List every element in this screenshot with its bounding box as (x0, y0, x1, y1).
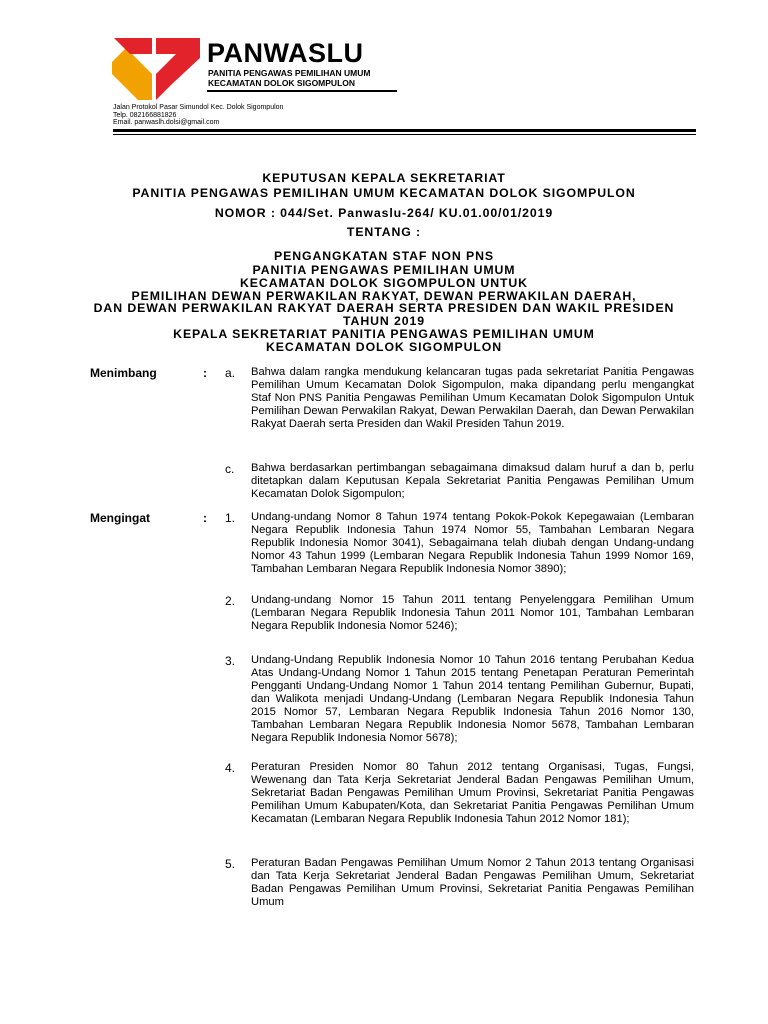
subject-line: KECAMATAN DOLOK SIGOMPULON UNTUK (240, 276, 528, 290)
menimbang-label: Menimbang (90, 366, 157, 380)
subject-line: PENGANGKATAN STAF NON PNS (274, 249, 494, 263)
phone-line: Telp. 082166881826 (113, 112, 177, 119)
subject-line: PANITIA PENGAWAS PEMILIHAN UMUM (252, 263, 516, 277)
org-name: PANWASLU (207, 38, 364, 68)
letterhead-divider-thin (113, 134, 696, 135)
item-marker: a. (225, 366, 236, 380)
item-marker: 2. (225, 594, 236, 608)
letterhead (0, 0, 768, 140)
email-line: Email. panwaslh.dolsi@gmail.com (113, 119, 220, 126)
org-subtitle-line2: KECAMATAN DOLOK SIGOMPULON (208, 78, 356, 88)
mengingat-label: Mengingat (90, 511, 150, 525)
panwaslu-logo-icon (112, 30, 204, 102)
mengingat-item-text: Undang-undang Nomor 8 Tahun 1974 tentang Pokok-Pokok Kepegawaian (Lembaran Negara Republik Indonesia Tahun 1974 Nomor 55, Tambahan Lembaran Negara Republik Indonesia Nomor 3041), Sebagaimana telah diubah dengan Undang-undang Nomor 43 Tahun 1999 (Lembaran Negara Republik Indonesia Tahun 1999 Nomor 169, Tambahan Lembaran Negara Republik Indonesia Nomor 3890); (251, 511, 694, 575)
mengingat-item-text: Peraturan Presiden Nomor 80 Tahun 2012 tentang Organisasi, Tugas, Fungsi, Wewenang dan Tata Kerja Sekretariat Jenderal Badan Pengawas Pemilihan Umum, Sekretariat Badan Pengawas Pemilihan Umum Provinsi, Sekretariat Panitia Pengawas Pemilihan Umum Kabupaten/Kota, dan Sekretariat Panitia Pengawas Pemilihan Umum Kecamatan (Lembaran Negara Republik Indonesia Tahun 2012 Nomor 181); (251, 761, 694, 825)
decree-issuer: PANITIA PENGAWAS PEMILIHAN UMUM KECAMATAN DOLOK SIGOMPULON (132, 186, 636, 200)
menimbang-item-text: Bahwa berdasarkan pertimbangan sebagaimana dimaksud dalam huruf a dan b, perlu ditetapkan dalam Keputusan Kepala Sekretariat Panitia Pengawas Pemilihan Umum Kecamatan Dolok Sigompulon; (251, 462, 694, 500)
item-marker: c. (225, 462, 235, 476)
decree-title: KEPUTUSAN KEPALA SEKRETARIAT (262, 171, 506, 185)
item-marker: 4. (225, 761, 236, 775)
subject-line: TAHUN 2019 (343, 314, 425, 328)
subject-line: KECAMATAN DOLOK SIGOMPULON (265, 340, 503, 354)
item-marker: 5. (225, 857, 236, 871)
tentang-label: TENTANG : (346, 225, 422, 239)
org-underline (207, 90, 397, 92)
item-marker: 1. (225, 511, 236, 525)
org-subtitle-line1: PANITIA PENGAWAS PEMILIHAN UMUM (208, 68, 371, 78)
menimbang-item-text: Bahwa dalam rangka mendukung kelancaran tugas pada sekretariat Panitia Pengawas Pemilihan Umum Kecamatan Dolok Sigompulon, maka dipandang perlu mengangkat Staf Non PNS Panitia Pengawas Pemilihan Umum Kecamatan Dolok Sigompulon Untuk Pemilihan Dewan Perwakilan Rakyat, Dewan Perwakilan Daerah, dan Dewan Perwakilan Rakyat Daerah serta Presiden dan Wakil Presiden Tahun 2019. (251, 366, 694, 430)
letterhead-divider-thick (113, 129, 696, 132)
item-marker: 3. (225, 654, 236, 668)
mengingat-item-text: Undang-Undang Republik Indonesia Nomor 10 Tahun 2016 tentang Perubahan Kedua Atas Undang-Undang Nomor 1 Tahun 2015 tentang Penetapan Peraturan Pemerintah Pengganti Undang-Undang Nomor 1 Tahun 2014 tentang Pemilihan Gubernur, Bupati, dan Walikota menjadi Undang-Undang (Lembaran Negara Republik Indonesia Tahun 2015 Nomor 57, Lembaran Negara Republik Indonesia Tahun 2016 Nomor 130, Tambahan Lembaran Negara Republik Indonesia Nomor 5678, Tambahan Lembaran Negara Republik Indonesia Nomor 5678); (251, 654, 694, 744)
subject-line: DAN DEWAN PERWAKILAN RAKYAT DAERAH SERTA PRESIDEN DAN WAKIL PRESIDEN (93, 301, 675, 315)
menimbang-colon: : (203, 366, 207, 380)
mengingat-item-text: Peraturan Badan Pengawas Pemilihan Umum Nomor 2 Tahun 2013 tentang Organisasi dan Tata Kerja Sekretariat Jenderal Badan Pengawas Pemilihan Umum, Sekretariat Badan Pengawas Pemilihan Umum Provinsi, Sekretariat Panitia Pengawas Pemilihan Umum (251, 857, 694, 908)
decree-number: NOMOR : 044/Set. Panwaslu-264/ KU.01.00/01/2019 (214, 206, 554, 220)
mengingat-colon: : (203, 511, 207, 525)
subject-line: KEPALA SEKRETARIAT PANITIA PENGAWAS PEMILIHAN UMUM (173, 327, 595, 341)
subject-line: PEMILIHAN DEWAN PERWAKILAN RAKYAT, DEWAN PERWAKILAN DAERAH, (131, 289, 637, 303)
address-line: Jalan Protokol Pasar Simundol Kec. Dolok Sigompulon (113, 104, 284, 111)
mengingat-item-text: Undang-undang Nomor 15 Tahun 2011 tentang Penyelenggara Pemilihan Umum (Lembaran Negara Republik Indonesia Tahun 2011 Nomor 101, Tambahan Lembaran Negara Republik Indonesia Nomor 5246); (251, 594, 694, 632)
